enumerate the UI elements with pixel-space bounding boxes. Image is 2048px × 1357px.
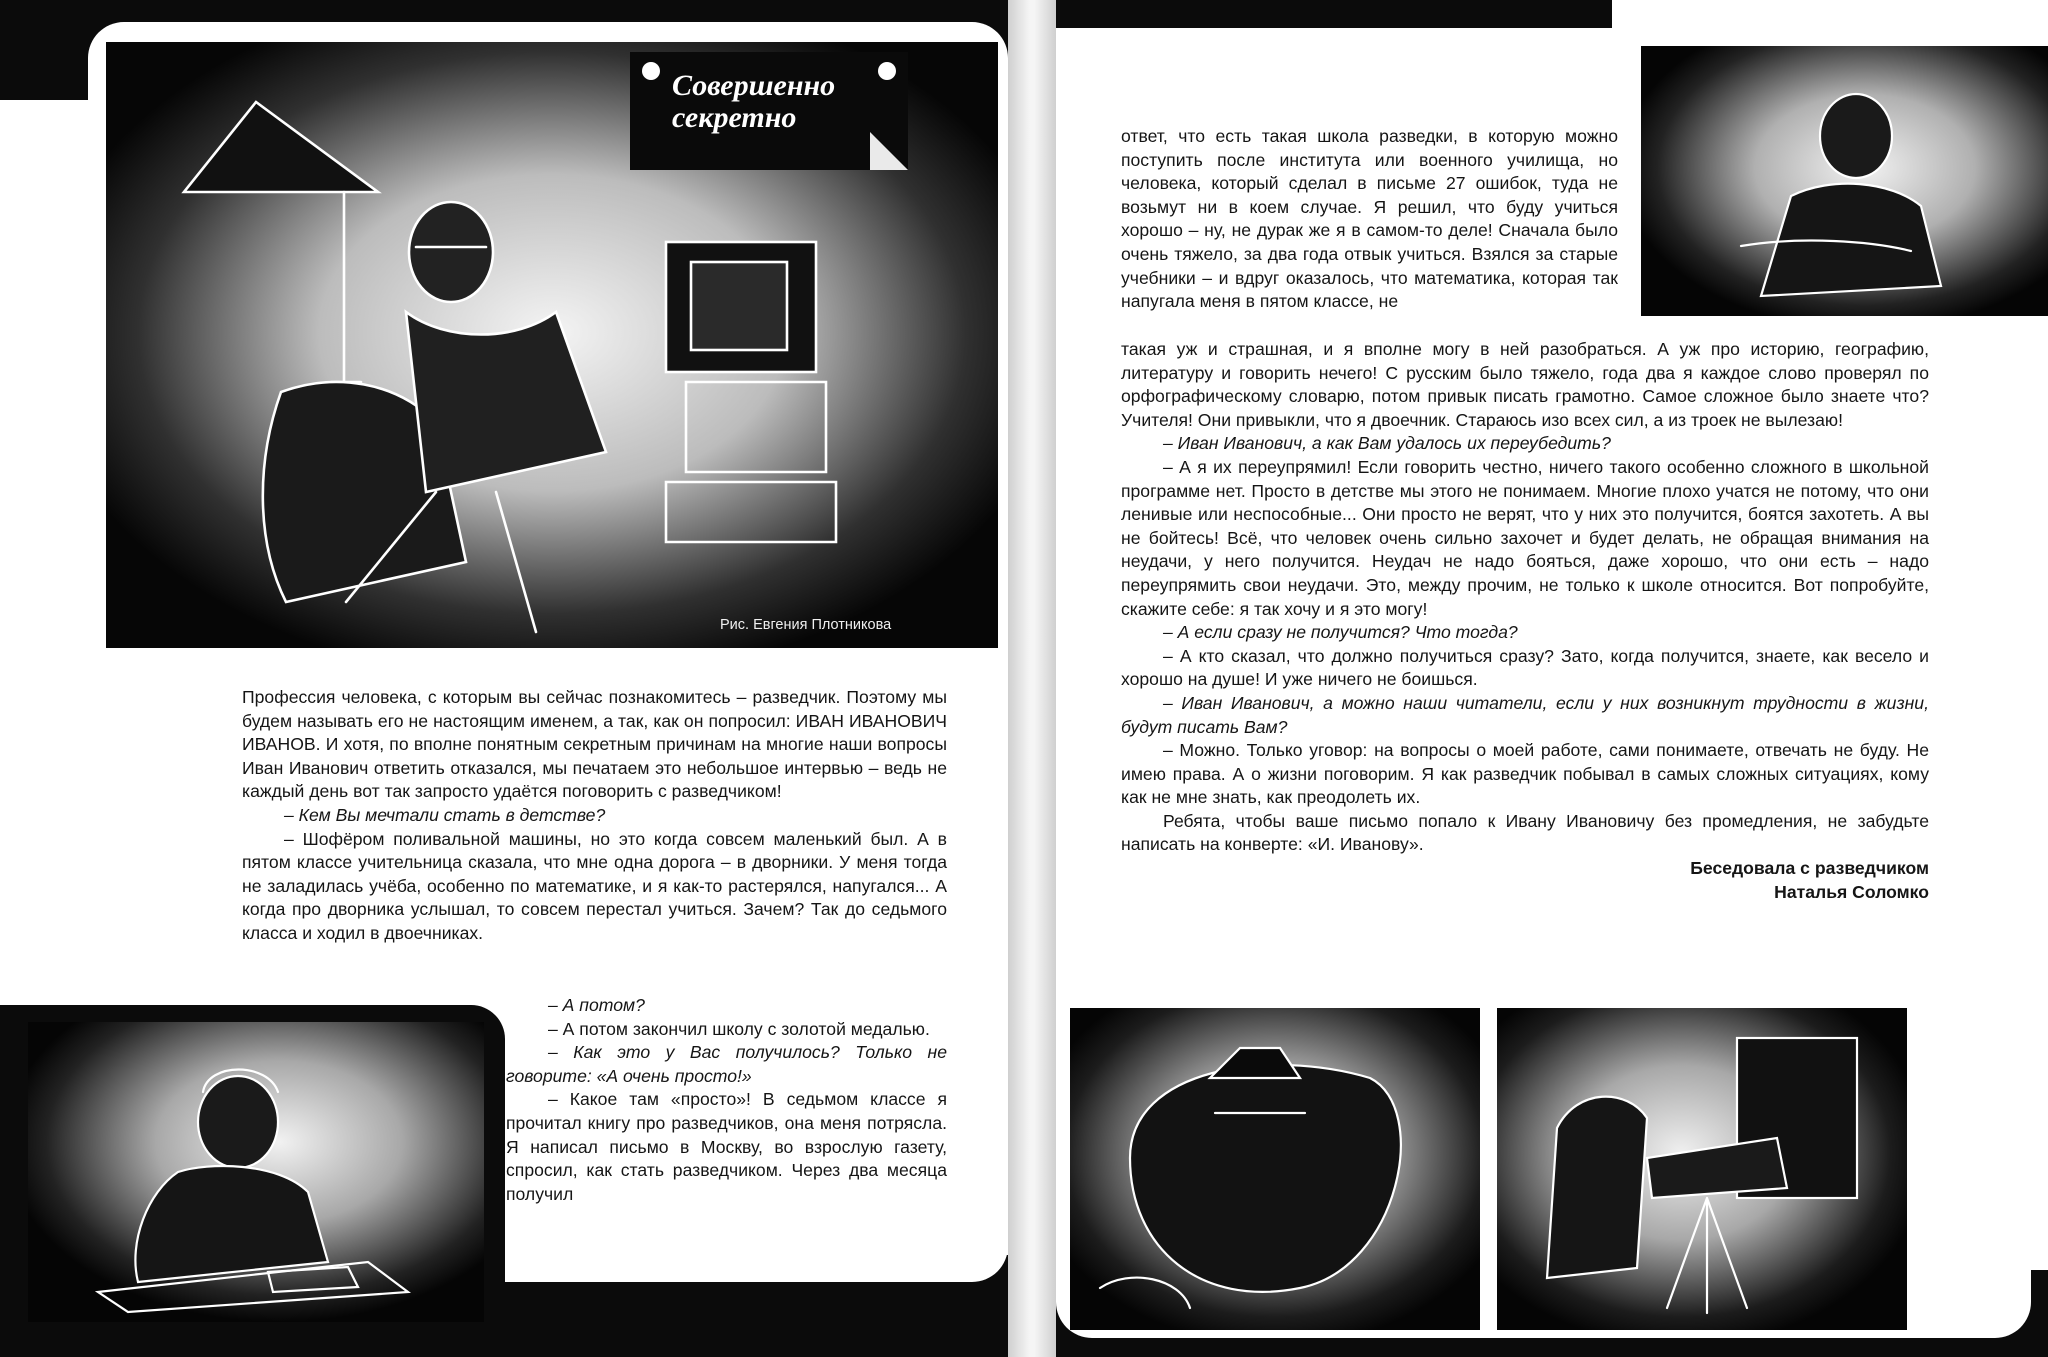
right-top-text-column [1121,125,1618,314]
interview-answer: – Можно. Только уговор: на вопросы о моей работе, сами понимаете, отвечать не буду. Не имею права. А о жизни поговорим. Я как разведчик побывал в самых сложных ситуациях, кому как не мне знать, как преодолеть их. [1121,740,1929,808]
interview-question: – Кем Вы мечтали стать в детстве? [284,804,606,825]
section-badge [630,52,908,170]
illustration-credit: Рис. Евгения Плотникова [720,617,892,633]
bottom-right-illustration-2 [1497,1008,1907,1330]
left-page [0,0,1008,1357]
pin-icon [642,62,660,80]
interview-answer: – А потом закончил школу с золотой медалью. [548,1018,930,1039]
bottom-right-illustration-1 [1070,1008,1480,1330]
interview-question: – Иван Иванович, а можно наши читатели, если у них возникнут трудности в жизни, будут писать Вам? [1121,692,1929,737]
interview-question: – Как это у Вас получилось? Только не говорите: «А очень просто!» [506,1042,947,1086]
book-gutter [1008,0,1056,1357]
bottom-left-illustration [28,1022,484,1322]
interview-question: – А если сразу не получится? Что тогда? [1163,622,1518,643]
continued-answer: ответ, что есть такая школа разведки, в которую можно поступить после института или военного училища, но человека, который сделал в письме 27 ошибок, туда не возьмут ни в коем случае. Я решил, что буду учиться хорошо – ну, не дурак же я в самом-то деле! Сначала было очень тяжело, за два года отвык учиться. Взялся за старые учебники – и вдруг оказалось, что математика, которая так напугала меня в пятом классе, не [1121,126,1618,312]
badge-line-2: секретно [672,101,797,134]
right-page [1056,0,2048,1357]
top-right-illustration [1641,46,2048,316]
closing-paragraph: Ребята, чтобы ваше письмо попало к Ивану Ивановичу без промедления, не забудьте написать на конверте: «И. Иванову». [1121,810,1929,855]
page-curl-icon [870,132,908,170]
interview-answer: – Шофёром поливальной машины, но это когда совсем маленький был. А в пятом классе учительница сказала, что мне одна дорога – в дворники. У меня тогда не заладилась учёба, особенно по математике, и я как-то растерялся, напугался... А когда про дворника услышал, то совсем перестал учиться. Зачем? Так до седьмого класса и ходил в двоечниках. [242,828,947,943]
badge-line-1: Совершенно [672,69,836,102]
continued-answer: такая уж и страшная, и я вполне могу в ней разобраться. А уж про историю, географию, литературу и говорить нечего! С русским было тяжело, года два я каждое слово проверял по орфографическому словарю, потом привык писать грамотно. Самое сложное было знаете что? Учителя! Они привыкли, что я двоечник. Стараюсь изо всех сил, а из троек не вылезаю! [1121,339,1929,430]
intro-paragraph: Профессия человека, с которым вы сейчас познакомитесь – разведчик. Поэтому мы будем называть его не настоящим именем, а так, как он попросил: ИВАН ИВАНОВИЧ ИВАНОВ. И хотя, по вполне понятным секретным причинам на многие наши вопросы Иван Иванович ответить отказался, мы печатаем это небольшое интервью – ведь не каждый день вот так запросто удаётся поговорить с разведчиком! [242,687,947,802]
byline-line-1: Беседовала с разведчиком [1690,858,1929,879]
pin-icon [878,62,896,80]
byline-line-2: Наталья Соломко [1774,881,1929,902]
left-text-column [242,686,947,946]
interview-answer: – Какое там «просто»! В седьмом классе я прочитал книгу про разведчиков, она меня потрясла. Я написал письмо в Москву, во взрослую газету, спросил, как стать разведчиком. Через два месяца получил [506,1089,947,1204]
interview-answer: – А кто сказал, что должно получиться сразу? Зато, когда получится, знаете, как весело и хорошо на душе! И уже ничего не боишься. [1121,645,1929,690]
interview-question: – А потом? [548,995,645,1015]
interview-answer: – А я их переупрямил! Если говорить честно, ничего такого особенно сложного в школьной программе нет. Просто в детстве мы этого не понимаем. Многие плохо учатся не потому, что они ленивые или неспособные... Они просто не верят, что у них это получится, боятся захотеть. А вы не бойтесь! Всё, что человек очень сильно захочет и будет делать, не обращая внимания на неудачи, у него получится. Неудач не надо бояться, даже хорошо, что они есть – надо переупрямить свои неудачи. Это, между прочим, не только к школе относится. Вот попробуйте, скажите себе: я так хочу и я это могу! [1121,456,1929,619]
middle-text-column [506,994,947,1206]
right-text-column [1121,338,1929,904]
interview-question: – Иван Иванович, а как Вам удалось их переубедить? [1163,433,1611,454]
